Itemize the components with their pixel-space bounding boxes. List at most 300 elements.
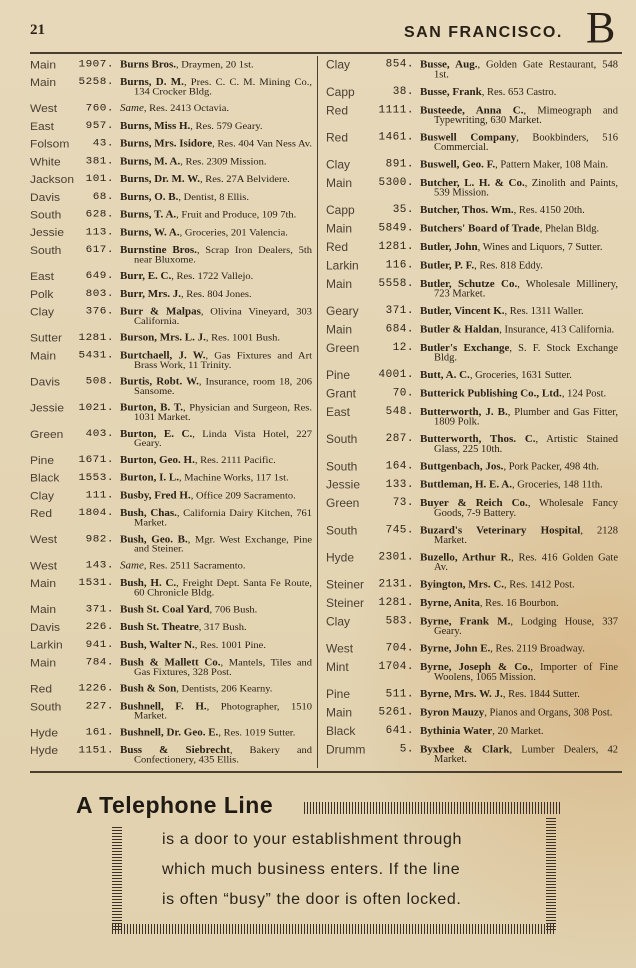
subscriber-name: Burton, I. L. [120, 472, 179, 484]
subscriber-detail: , Pattern Maker, 108 Main. [495, 159, 609, 171]
entry-text [420, 204, 618, 218]
directory-entry [30, 155, 312, 168]
entry-text [120, 533, 312, 554]
exchange-name: Pine [326, 687, 351, 702]
exchange-name: Clay [326, 157, 351, 172]
subscriber-name: Buss & Siebrecht [120, 744, 230, 757]
directory-entry [326, 432, 618, 454]
entry-text [420, 615, 618, 637]
phone-number: 5258. [78, 76, 114, 88]
entry-text [120, 120, 312, 133]
phone-number: 982. [85, 533, 114, 546]
exchange-name: Jessie [30, 225, 65, 240]
subscriber-detail: , Lodging House, 337 Geary. [434, 616, 618, 638]
entry-text [120, 226, 312, 239]
entry-text [420, 706, 618, 720]
subscriber-name: Byrne, Anita [420, 597, 480, 609]
directory-entry [30, 744, 312, 765]
directory-entry [30, 270, 312, 283]
exchange-name: Capp [326, 203, 355, 218]
subscriber-name: Same [120, 102, 144, 114]
directory-entry [30, 401, 312, 422]
directory-entry [30, 489, 312, 502]
directory-entry [30, 559, 312, 572]
subscriber-detail: , Res. 404 Van Ness Av. [212, 139, 312, 150]
entry-text [120, 305, 312, 326]
phone-number: 164. [385, 460, 414, 473]
exchange-name: South [326, 523, 358, 538]
entry-text [120, 682, 312, 695]
directory-entry [326, 706, 618, 720]
phone-number: 43. [92, 138, 114, 150]
subscriber-name: Busteede, Anna C. [420, 104, 524, 117]
phone-number: 1804. [78, 507, 114, 519]
subscriber-detail: , Mantels, Tiles and Gas Fixtures, 328 Post. [134, 658, 312, 678]
entry-text [420, 222, 618, 236]
subscriber-detail: , Res. 27A Belvidere. [199, 174, 290, 185]
subscriber-name: Burton, B. T. [120, 402, 184, 414]
phone-number: 101. [85, 173, 114, 185]
directory-entry [30, 682, 312, 695]
subscriber-name: Bush, H. C. [120, 577, 177, 589]
subscriber-name: Burns, W. A. [120, 226, 180, 239]
entry-text [120, 173, 312, 186]
subscriber-name: Bush, Walter N. [120, 639, 195, 651]
directory-entry [30, 58, 312, 71]
subscriber-name: Bush, Chas. [120, 507, 177, 519]
directory-entry [30, 244, 312, 265]
directory-entry [30, 349, 312, 370]
entry-text [420, 323, 618, 337]
exchange-name: Main [326, 322, 353, 337]
entry-text [420, 304, 618, 318]
subscriber-name: Butler, Vincent K. [420, 305, 505, 317]
phone-number: 5849. [378, 222, 414, 235]
phone-number: 68. [92, 191, 114, 203]
entry-text [120, 244, 312, 265]
entry-text [420, 405, 618, 427]
directory-entry [326, 222, 618, 236]
exchange-name: Mint [326, 660, 349, 674]
subscriber-name: Bushnell, Dr. Geo. E. [120, 727, 219, 739]
subscriber-name: Byron Mauzy [420, 706, 485, 719]
entry-text [120, 577, 312, 598]
subscriber-name: Byrne, John E. [420, 642, 491, 655]
subscriber-detail: , 20 Market. [492, 726, 544, 738]
subscriber-detail: , Linda Vista Hotel, 227 Geary. [134, 429, 312, 449]
subscriber-name: Busse, Frank [420, 86, 482, 98]
phone-number: 745. [385, 524, 414, 537]
exchange-name: West [326, 641, 354, 656]
entry-text [420, 131, 618, 153]
subscriber-detail: , Wines and Liquors, 7 Sutter. [477, 242, 603, 253]
directory-entry [326, 131, 618, 153]
phone-number: 376. [85, 306, 114, 318]
subscriber-detail: , Scrap Iron Dealers, 5th near Bluxome. [134, 245, 312, 266]
subscriber-name: Burson, Mrs. L. J. [120, 332, 206, 344]
directory-entry [326, 104, 618, 126]
exchange-name: Clay [30, 305, 55, 319]
directory-entry [30, 603, 312, 616]
phone-number: 5431. [78, 350, 114, 362]
subscriber-name: Buzard's Veterinary Hospital [420, 524, 581, 537]
entry-text [120, 454, 312, 467]
entry-text [120, 288, 312, 301]
subscriber-detail: , Physician and Surgeon, Res. 1031 Market. [134, 403, 312, 423]
exchange-name: West [30, 101, 58, 115]
subscriber-name: Butler & Haldan [420, 323, 500, 336]
directory-entry [30, 471, 312, 484]
directory-entry [30, 191, 312, 204]
subscriber-detail: , Freight Dept. Santa Fe Route, 60 Chronicle Bldg. [134, 578, 312, 599]
subscriber-name: Butler's Exchange [420, 342, 510, 354]
exchange-name: White [30, 155, 61, 169]
entry-text [120, 656, 312, 677]
exchange-name: Clay [326, 58, 351, 72]
exchange-name: Steiner [326, 596, 365, 610]
exchange-name: Green [30, 427, 64, 441]
phone-number: 1226. [78, 683, 114, 695]
phone-number: 641. [385, 725, 414, 738]
exchange-name: Green [326, 496, 360, 511]
directory-entry [326, 368, 618, 382]
subscriber-detail: , Photographer, 1510 Market. [134, 701, 313, 722]
phone-number: 628. [85, 209, 114, 221]
subscriber-name: Butterick Publishing Co., Ltd. [420, 387, 562, 400]
entry-text [120, 621, 312, 634]
subscriber-detail: , Res. 1001 Pine. [194, 640, 266, 651]
phone-number: 684. [385, 323, 414, 336]
phone-number: 5558. [378, 278, 414, 290]
exchange-name: Hyde [30, 743, 59, 757]
phone-number: 70. [392, 387, 414, 400]
page-number: 21 [30, 22, 45, 38]
subscriber-name: Buttleman, H. E. A. [420, 478, 512, 491]
directory-entry [30, 726, 312, 739]
subscriber-detail: , 124 Post. [561, 388, 607, 400]
entry-text [420, 596, 618, 610]
subscriber-detail: , Dentist, 8 Ellis. [178, 192, 249, 203]
entry-text [420, 660, 618, 682]
directory-entry [30, 507, 312, 528]
exchange-name: South [30, 700, 62, 714]
entry-text [420, 104, 618, 126]
directory-entry [30, 656, 312, 677]
entry-text [420, 460, 618, 474]
phone-number: 1553. [78, 472, 114, 484]
exchange-name: Jessie [30, 401, 65, 415]
directory-entry [30, 428, 312, 449]
subscriber-name: Butcher, Thos. Wm. [420, 204, 514, 217]
directory-entry [30, 700, 312, 721]
directory-entry [30, 533, 312, 554]
entry-text [420, 368, 618, 382]
subscriber-name: Byington, Mrs. C. [420, 578, 505, 591]
column-divider [317, 56, 318, 768]
phone-number: 508. [85, 376, 114, 388]
subscriber-name: Bushnell, F. H. [120, 700, 207, 713]
phone-number: 1671. [78, 454, 114, 466]
phone-number: 760. [85, 102, 114, 114]
phone-number: 1021. [78, 402, 114, 414]
subscriber-detail: , Artistic Stained Glass, 225 10th. [434, 434, 618, 455]
directory-entry [326, 478, 618, 492]
subscriber-detail: , Wholesale Fancy Goods, 7-9 Battery. [434, 498, 618, 519]
exchange-name: South [30, 208, 62, 222]
directory-entry [30, 288, 312, 301]
subscriber-detail: , Res. 16 Bourbon. [479, 598, 559, 609]
subscriber-detail: , Bakery and Confectionery, 435 Ellis. [134, 745, 312, 766]
exchange-name: Capp [326, 85, 355, 99]
subscriber-name: Bythinia Water [420, 725, 493, 738]
subscriber-detail: , Machine Works, 117 1st. [179, 473, 289, 484]
entry-text [420, 176, 618, 198]
subscriber-detail: , Res. 1722 Vallejo. [171, 271, 254, 282]
subscriber-detail: , Dentists, 206 Kearny. [176, 684, 273, 695]
subscriber-name: Burr & Malpas [120, 306, 201, 318]
directory-entry [30, 76, 312, 97]
subscriber-name: Bush & Son [120, 683, 177, 695]
phone-number: 2301. [378, 551, 414, 564]
exchange-name: West [30, 559, 58, 573]
subscriber-detail: , Res. 1019 Sutter. [218, 728, 296, 739]
directory-entry [326, 240, 618, 254]
ad-line-3: is often “busy” the door is often locked. [162, 891, 462, 908]
subscriber-detail: , Res. 1001 Bush. [205, 333, 280, 344]
directory-entry [30, 102, 312, 115]
header-rule [30, 52, 622, 54]
phone-number: 1111. [378, 104, 414, 117]
directory-entry [326, 460, 618, 474]
subscriber-name: Butler, P. F. [420, 259, 475, 272]
directory-entry [326, 724, 618, 738]
directory-entry [30, 173, 312, 186]
phone-number: 2131. [378, 578, 414, 591]
subscriber-name: Buzello, Arthur R. [420, 551, 512, 564]
subscriber-name: Buttgenbach, Jos. [420, 460, 504, 473]
phone-number: 287. [385, 433, 414, 446]
phone-number: 548. [385, 406, 414, 418]
phone-number: 1907. [78, 58, 114, 71]
subscriber-name: Butchers' Board of Trade [420, 222, 540, 235]
entry-text [120, 507, 312, 528]
phone-number: 1531. [78, 577, 114, 589]
exchange-name: Jackson [30, 172, 75, 186]
subscriber-detail: , Groceries, 148 11th. [511, 479, 603, 491]
phone-number: 4001. [378, 369, 414, 382]
phone-number: 113. [85, 226, 114, 239]
phone-number: 161. [85, 727, 114, 739]
phone-number: 111. [85, 490, 114, 502]
subscriber-detail: , Groceries, 1631 Sutter. [469, 370, 572, 382]
subscriber-name: Byxbee & Clark [420, 743, 510, 756]
subscriber-detail: , S. F. Stock Exchange Bldg. [434, 343, 618, 364]
exchange-name: Davis [30, 375, 61, 389]
subscriber-name: Burton, E. C. [120, 428, 193, 440]
exchange-name: Jessie [326, 478, 361, 492]
exchange-name: Red [30, 506, 53, 520]
subscriber-name: Byrne, Joseph & Co. [420, 661, 531, 673]
phone-number: 617. [85, 244, 114, 256]
subscriber-name: Burnstine Bros. [120, 244, 197, 256]
exchange-name: Red [30, 682, 53, 696]
entry-text [420, 551, 618, 573]
subscriber-name: Buswell Company [420, 131, 517, 144]
directory-entry [30, 137, 312, 150]
entry-text [120, 155, 312, 168]
phone-number: 1151. [78, 744, 114, 757]
phone-number: 5261. [378, 706, 414, 719]
exchange-name: Larkin [30, 638, 63, 652]
subscriber-detail: , Res. 2511 Sacramento. [143, 560, 246, 572]
entry-text [120, 349, 312, 370]
exchange-name: Clay [30, 489, 55, 503]
entry-text [420, 58, 618, 80]
phone-number: 784. [85, 657, 114, 669]
directory-entry [326, 596, 618, 610]
phone-number: 133. [385, 478, 414, 491]
phone-number: 73. [392, 497, 414, 510]
subscriber-name: Burns, Miss H. [120, 120, 191, 132]
exchange-name: East [326, 405, 351, 419]
exchange-name: Folsom [30, 137, 70, 151]
subscriber-detail: , Res. 1844 Sutter. [502, 689, 580, 701]
phone-number: 854. [385, 58, 414, 71]
directory-entry [326, 158, 618, 172]
phone-number: 803. [85, 288, 114, 300]
subscriber-name: Butterworth, Thos. C. [420, 433, 536, 446]
section-letter: B [586, 3, 616, 52]
subscriber-detail: , Mgr. West Exchange, Pine and Steiner. [134, 534, 312, 555]
exchange-name: Geary [326, 304, 359, 318]
subscriber-detail: , Insurance, 413 California. [499, 324, 615, 336]
phone-number: 941. [85, 639, 114, 651]
entry-text [120, 428, 312, 449]
entry-text [420, 578, 618, 592]
subscriber-detail: , Pork Packer, 498 4th. [503, 461, 599, 473]
exchange-name: Red [326, 240, 349, 254]
subscriber-detail: , Res. 2111 Pacific. [194, 455, 276, 466]
footer-rule [30, 771, 622, 773]
subscriber-name: Bush & Mallett Co. [120, 657, 221, 669]
exchange-name: Main [30, 75, 57, 89]
directory-entry [30, 331, 312, 344]
entry-text [120, 208, 312, 221]
directory-entry [326, 615, 618, 637]
phone-number: 1461. [378, 131, 414, 144]
entry-text [120, 603, 312, 616]
ad-line-1: is a door to your establishment through [162, 831, 463, 848]
entry-text [420, 743, 618, 765]
subscriber-detail: , Plumber and Gas Fitter, 1809 Polk. [434, 407, 618, 428]
directory-entry [30, 638, 312, 651]
phone-number: 511. [385, 688, 414, 701]
subscriber-detail: , Insurance, room 18, 206 Sansome. [134, 377, 312, 397]
subscriber-detail: , Res. 804 Jones. [181, 289, 252, 300]
phone-number: 5. [399, 743, 414, 756]
exchange-name: Steiner [326, 577, 365, 592]
ad-line-2: which much business enters. If the line [162, 861, 461, 878]
exchange-name: Drumm [326, 742, 366, 757]
subscriber-detail: , Importer of Fine Woolens, 1065 Mission. [434, 662, 618, 683]
subscriber-name: Burr, Mrs. J. [120, 288, 182, 300]
exchange-name: East [30, 119, 55, 133]
directory-entry [326, 85, 618, 99]
directory-entry [326, 743, 618, 765]
entry-text [120, 58, 312, 71]
phone-number: 704. [385, 642, 414, 655]
directory-entry [30, 621, 312, 634]
entry-text [420, 478, 618, 492]
phone-number: 371. [385, 305, 414, 317]
city-heading: SAN FRANCISCO. [404, 24, 563, 41]
phone-number: 371. [85, 603, 114, 616]
directory-entry [326, 176, 618, 198]
subscriber-name: Burns, D. M. [120, 76, 184, 88]
exchange-name: Main [326, 221, 353, 236]
entry-text [420, 688, 618, 702]
directory-entry [326, 578, 618, 592]
exchange-name: Main [30, 576, 57, 590]
entry-text [420, 496, 618, 518]
entry-text [120, 375, 312, 396]
hatch-bar-bottom [112, 924, 556, 934]
subscriber-name: Butler, John [420, 241, 478, 253]
exchange-name: Red [326, 103, 349, 118]
subscriber-detail: , 317 Bush. [198, 622, 247, 633]
subscriber-detail: , Olivina Vineyard, 303 California. [134, 307, 312, 327]
phone-number: 891. [385, 158, 414, 171]
subscriber-name: Burns, M. A. [120, 155, 181, 168]
phone-number: 38. [392, 86, 414, 98]
hatch-bar-left [112, 826, 122, 930]
subscriber-detail: , Res. 1311 Waller. [504, 306, 584, 317]
entry-text [420, 240, 618, 254]
hatch-bar-top [304, 802, 562, 814]
telephone-advertisement [72, 788, 564, 938]
phone-number: 1281. [378, 241, 414, 253]
subscriber-detail: , Wholesale Millinery, 723 Market. [434, 279, 618, 300]
entry-text [120, 401, 312, 422]
exchange-name: West [30, 532, 58, 547]
exchange-name: East [30, 269, 55, 283]
directory-entry [326, 204, 618, 218]
subscriber-name: Burtis, Robt. W. [120, 376, 199, 388]
subscriber-detail: , Draymen, 20 1st. [176, 59, 254, 71]
subscriber-detail: , Mimeograph and Typewriting, 630 Market. [434, 105, 618, 126]
exchange-name: Davis [30, 620, 61, 634]
subscriber-detail: , Gas Fixtures and Art Brass Work, 11 Trinity. [134, 351, 312, 371]
directory-entry [326, 660, 618, 682]
subscriber-detail: , 2128 Market. [434, 525, 619, 546]
entry-text [420, 259, 618, 273]
subscriber-detail: , Groceries, 201 Valencia. [179, 227, 288, 239]
exchange-name: South [30, 243, 62, 257]
entry-text [120, 102, 312, 115]
exchange-name: Grant [326, 386, 357, 401]
exchange-name: Main [30, 58, 57, 72]
exchange-name: Main [30, 349, 57, 363]
exchange-name: Hyde [30, 726, 59, 740]
entry-text [120, 270, 312, 283]
ad-title: A Telephone Line [76, 792, 274, 818]
subscriber-name: Burtchaell, J. W. [120, 350, 206, 362]
directory-entry [326, 387, 618, 401]
phone-number: 1704. [378, 661, 414, 673]
subscriber-detail: , 706 Bush. [209, 604, 258, 616]
directory-entry [326, 405, 618, 427]
subscriber-detail: , Golden Gate Restaurant, 548 1st. [434, 59, 618, 81]
